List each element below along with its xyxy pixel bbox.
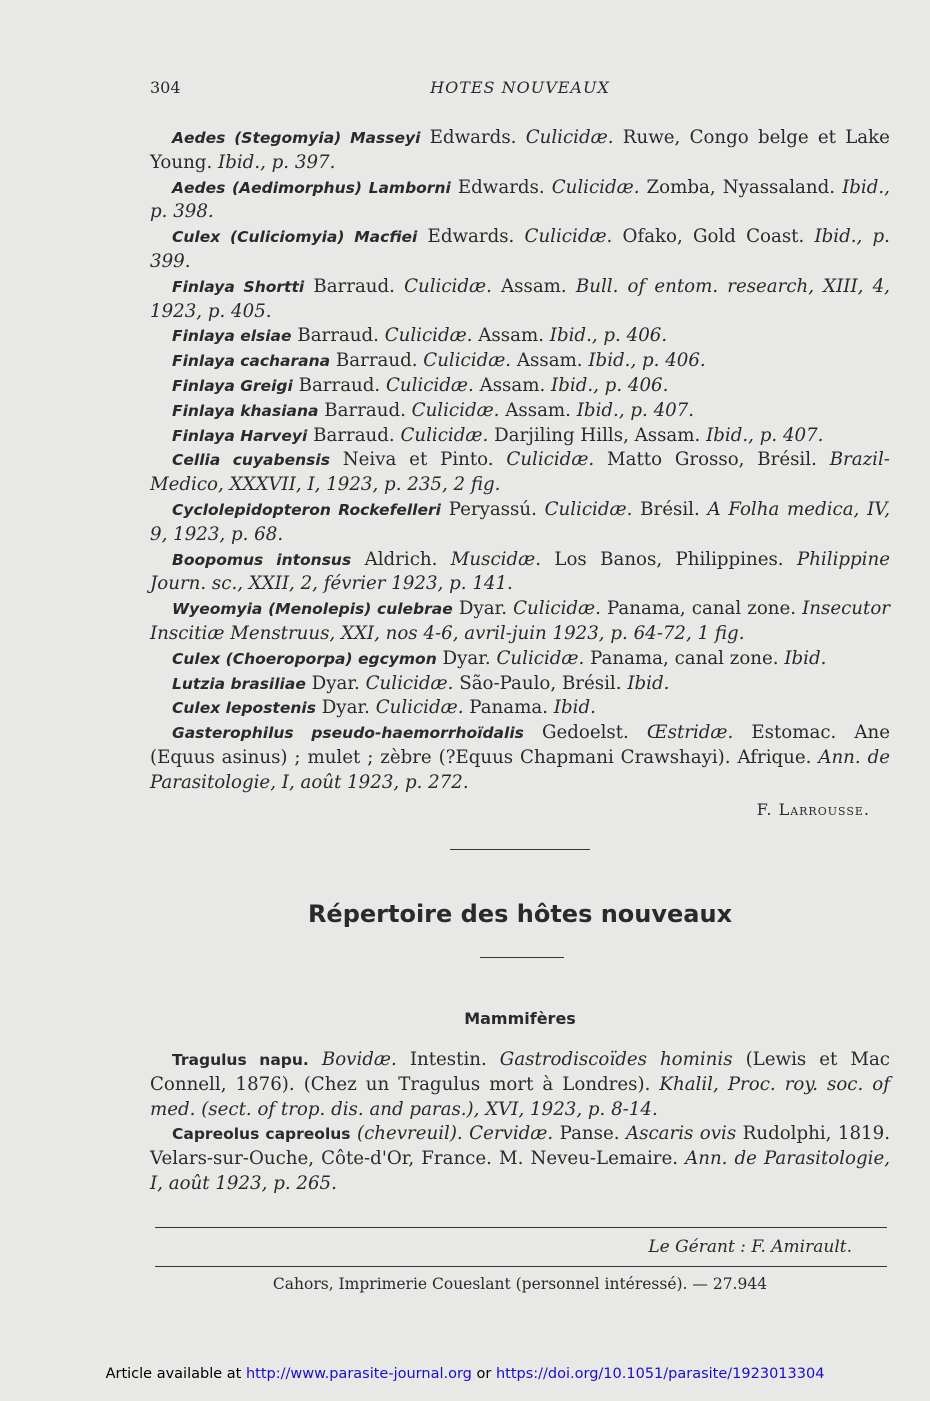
locality: Ruwe, Congo belge et Lake Young.: [150, 127, 890, 173]
running-header: [150, 78, 890, 102]
locality: São-Paulo, Brésil.: [459, 672, 622, 694]
locality: Matto Grosso, Brésil.: [607, 449, 817, 471]
family: Culicidæ.: [404, 275, 492, 297]
author: Gedoelst.: [541, 722, 629, 744]
entry: [150, 126, 890, 176]
author: Edwards.: [429, 127, 517, 148]
locality: Assam.: [516, 350, 583, 372]
journal-link[interactable]: http://www.parasite-journal.org: [245, 1366, 472, 1382]
article-footer: [0, 1366, 930, 1382]
locality: Brésil.: [640, 498, 700, 520]
family: Culicidæ.: [375, 697, 464, 719]
family: Culicidæ.: [385, 374, 474, 396]
footer-or: or: [476, 1366, 492, 1382]
new-hosts-list: [150, 126, 890, 822]
family: Culicidæ.: [365, 672, 454, 694]
species-name: Culex lepostenis: [172, 699, 316, 718]
host-entry: [150, 1122, 890, 1196]
species-name: Finlaya Harveyi: [172, 426, 308, 445]
entry: [150, 176, 890, 226]
reference: Ibid., p. 406.: [588, 350, 706, 372]
species-name: Gasterophilus pseudo-haemorrhoïdalis: [172, 724, 524, 743]
locality: Panama.: [469, 697, 548, 719]
family: Culicidæ.: [400, 424, 489, 446]
family: Culicidæ.: [506, 449, 595, 471]
species-name: Finlaya cacharana: [172, 352, 331, 371]
entry: [150, 647, 890, 672]
rule-bottom: [155, 1266, 887, 1267]
family: Culicidæ.: [423, 350, 512, 372]
author: Peryassú.: [448, 498, 537, 520]
author: Barraud.: [324, 399, 406, 421]
family: Œstridæ.: [646, 722, 734, 744]
reference: Ibid.: [784, 647, 827, 669]
entry: [150, 448, 890, 498]
locality: Assam.: [478, 325, 544, 347]
host-site: Intestin.: [409, 1049, 487, 1070]
host-reference: Ann. de Parasitologie, I, août 1923, p. 265.: [150, 1148, 890, 1194]
family: Culicidæ.: [524, 226, 613, 248]
running-title: HOTES NOUVEAUX: [430, 78, 610, 97]
species-name: Lutzia brasiliae: [172, 674, 306, 693]
locality: Panama, canal zone.: [607, 598, 797, 620]
reference: Philippine Journ. sc., XXII, 2, février 1923, p. 141.: [150, 548, 890, 595]
locality: Assam.: [501, 275, 567, 297]
author: Barraud.: [297, 325, 379, 347]
species-name: Cyclolepidopteron Rockefelleri: [172, 500, 441, 519]
host-detail: Rudolphi, 1819. Velars-sur-Ouche, Côte-d'Or, France. M. Neveu-Lemaire.: [150, 1123, 890, 1170]
species-name: Aedes (Aedimorphus) Lamborni: [172, 178, 451, 197]
host-detail: (Lewis et Mac Connell, 1876). (Chez un Tragulus mort à Londres).: [150, 1049, 890, 1095]
gerant-line: Le Gérant : F. Amirault.: [648, 1237, 852, 1257]
entry: [150, 399, 890, 424]
entry: [150, 324, 890, 349]
parasite-name: Gastrodiscoïdes hominis: [499, 1049, 733, 1070]
locality: Assam.: [479, 374, 546, 396]
author: Barraud.: [298, 374, 381, 396]
locality: Estomac. Ane (Equus asinus) ; mulet ; zèbre (?Equus Chapmani Crawshayi). Afrique.: [150, 722, 890, 768]
rule-top: [155, 1227, 887, 1228]
host-name: Capreolus capreolus: [172, 1125, 351, 1144]
reference: Ibid., p. 407.: [706, 424, 824, 446]
species-name: Culex (Choeroporpa) egcymon: [172, 649, 437, 668]
species-name: Aedes (Stegomyia) Masseyi: [172, 129, 421, 147]
host-entry: [150, 1048, 890, 1122]
author: Barraud.: [313, 275, 395, 297]
reference: Ibid.: [627, 672, 670, 694]
family: Culicidæ.: [551, 176, 640, 198]
subsection-title: Mammifères: [464, 1009, 576, 1028]
locality: Zomba, Nyassaland.: [646, 176, 836, 198]
author: Dyar.: [321, 697, 370, 719]
species-name: Finlaya Greigi: [172, 376, 293, 395]
entry: [150, 672, 890, 697]
host-name: Tragulus napu.: [172, 1051, 309, 1069]
entry: [150, 374, 890, 399]
page-number: 304: [150, 78, 181, 97]
reference: Insecutor Inscitiæ Menstruus, XXI, nos 4-6, avril-juin 1923, p. 64-72, 1 fig.: [150, 598, 890, 644]
family: Culicidæ.: [513, 598, 601, 620]
entry: [150, 225, 890, 275]
author: Barraud.: [335, 350, 418, 372]
species-name: Finlaya elsiae: [172, 327, 292, 346]
reference: Ibid., p. 398.: [150, 176, 890, 223]
author: Edwards.: [427, 226, 515, 248]
reference: Ibid., p. 406.: [549, 325, 668, 347]
reference: Ann. de Parasitologie, I, août 1923, p. 272.: [150, 746, 890, 793]
entry: [150, 498, 890, 548]
entry: [150, 721, 890, 795]
author-signature: F. Larrousse.: [756, 799, 870, 819]
host-family: Bovidæ.: [321, 1049, 397, 1070]
host-site: Panse.: [559, 1123, 620, 1145]
host-family: (chevreuil). Cervidæ.: [357, 1123, 554, 1145]
divider: [480, 957, 564, 958]
family: Culicidæ.: [544, 498, 633, 520]
reference: Ibid., p. 406.: [551, 374, 669, 396]
author: Aldrich.: [364, 548, 438, 570]
doi-link[interactable]: https://doi.org/10.1051/parasite/1923013304: [495, 1366, 825, 1382]
entry: [150, 349, 890, 374]
footer-prefix: Article available at: [105, 1366, 242, 1382]
reference: Bull. of entom. research, XIII, 4, 1923, p. 405.: [150, 275, 890, 322]
locality: Panama, canal zone.: [590, 647, 779, 669]
species-name: Finlaya khasiana: [172, 401, 319, 420]
species-name: Boopomus intonsus: [172, 550, 352, 569]
entry: [150, 424, 890, 449]
reference: Ibid., p. 399.: [150, 226, 890, 272]
locality: Los Banos, Philippines.: [554, 548, 784, 570]
reference: Ibid., p. 407.: [576, 399, 695, 421]
locality: Assam.: [505, 399, 571, 421]
hosts-list: [150, 1048, 890, 1197]
divider: [450, 849, 590, 850]
reference: Ibid.: [553, 697, 596, 719]
reference: A Folha medica, IV, 9, 1923, p. 68.: [150, 498, 890, 545]
section-title: Répertoire des hôtes nouveaux: [307, 900, 733, 928]
host-reference: Khalil, Proc. roy. soc. of med. (sect. of trop. dis. and paras.), XVI, 1923, p. 8-14.: [150, 1073, 890, 1120]
reference: Ibid., p. 397.: [218, 151, 336, 173]
reference: Brazil-Medico, XXXVII, I, 1923, p. 235, 2 fig.: [150, 449, 890, 496]
parasite-name: Ascaris ovis: [626, 1123, 737, 1145]
entry: [150, 597, 890, 647]
species-name: Cellia cuyabensis: [172, 451, 330, 470]
author: Barraud.: [313, 424, 395, 446]
family: Culicidæ.: [384, 325, 473, 347]
locality: Ofako, Gold Coast.: [622, 226, 805, 248]
author: Dyar.: [311, 672, 360, 694]
family: Culicidæ.: [496, 647, 585, 669]
printer-line: Cahors, Imprimerie Coueslant (personnel intéressé). — 27.944: [272, 1275, 768, 1293]
author: Dyar.: [458, 598, 508, 620]
entry: [150, 548, 890, 598]
author: Neiva et Pinto.: [342, 449, 494, 471]
entry: [150, 275, 890, 325]
entry: [150, 696, 890, 721]
family: Culicidæ.: [411, 399, 500, 421]
family: Culicidæ.: [525, 127, 614, 148]
author: Dyar.: [442, 647, 491, 669]
locality: Darjiling Hills, Assam.: [494, 424, 701, 446]
author: Edwards.: [457, 176, 545, 198]
species-name: Culex (Culiciomyia) Macfiei: [172, 228, 418, 247]
family: Muscidæ.: [450, 548, 541, 570]
species-name: Wyeomyia (Menolepis) culebrae: [172, 600, 453, 619]
species-name: Finlaya Shortti: [172, 277, 305, 296]
